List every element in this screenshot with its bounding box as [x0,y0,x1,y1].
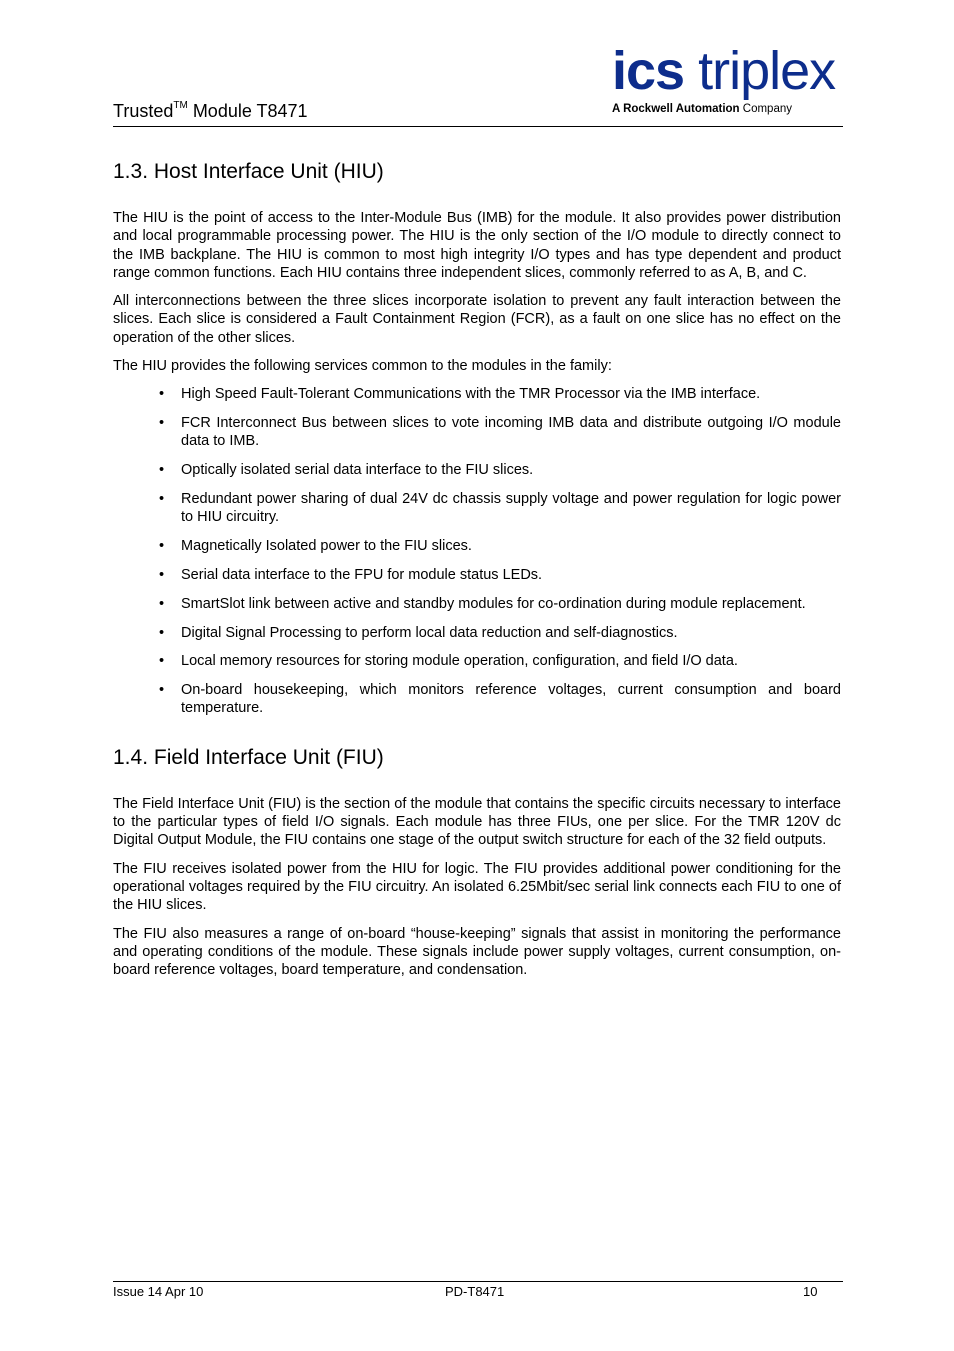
list-item-text: Redundant power sharing of dual 24V dc chassis supply voltage and power regulation for logic power to HIU circuitry. [181,491,841,526]
bullet-icon: • [159,538,165,555]
bullet-icon: • [159,491,165,508]
logo-word-triplex: triplex [684,41,836,101]
list-item [113,461,841,479]
bullet-icon: • [159,415,165,432]
header-divider [113,126,843,127]
list-item [113,595,841,613]
list-item-text: On-board housekeeping, which monitors reference voltages, current consumption and board temperature. [181,682,841,717]
section-heading-fiu: 1.4. Field Interface Unit (FIU) [113,745,384,769]
list-item-text: Local memory resources for storing module operation, configuration, and field I/O data. [181,653,738,670]
page-number: 10 [803,1284,818,1299]
logo-word-ics: ics [612,41,685,101]
fiu-paragraph-3: The FIU also measures a range of on-board “house-keeping” signals that assist in monitoring the performance and operating conditions of the module. These signals include power supply voltages, current consumption, on-board reference voltages, board temperature, and condensation. [113,925,841,979]
list-item [113,652,841,670]
list-item-text: Magnetically Isolated power to the FIU slices. [181,538,472,555]
logo-tagline [612,103,844,115]
footer-doc-id: PD-T8471 [445,1284,505,1299]
trademark-sup: TM [173,100,188,111]
bullet-icon: • [159,566,165,583]
list-item [113,537,841,555]
bullet-icon: • [159,462,165,479]
list-item-text: Optically isolated serial data interface to the FIU slices. [181,462,534,479]
list-item-text: Digital Signal Processing to perform local data reduction and self-diagnostics. [181,624,678,641]
list-item [113,414,841,451]
bullet-icon: • [159,624,165,641]
fiu-paragraph-1: The Field Interface Unit (FIU) is the section of the module that contains the specific circuits necessary to interface to the particular types of field I/O signals. Each module has three FIUs, one per slice. For the TMR 120V dc Digital Output Module, the FIU contains one stage of the output switch structure for each of the 32 field outputs. [113,795,841,849]
logo-tagline-company: Company [739,103,792,115]
logo-tagline-bold: A Rockwell Automation [612,103,740,115]
logo-wordmark [612,41,844,101]
hiu-services-list [113,385,841,717]
footer-issue: Issue 14 Apr 10 [113,1284,204,1299]
ics-triplex-logo [612,41,844,115]
list-item [113,624,841,642]
document-title [113,101,308,122]
bullet-icon: • [159,595,165,612]
hiu-paragraph-2: All interconnections between the three slices incorporate isolation to prevent any fault interaction between the slices. Each slice is considered a Fault Containment Region (FCR), as a fault on one slice has no effect on the operation of the other slices. [113,293,841,346]
hiu-paragraph-1: The HIU is the point of access to the Inter-Module Bus (IMB) for the module. It also provides power distribution and local programmable processing power. The HIU is the only section of the I/O module to directly connect to the IMB backplane. The HIU is common to most high integrity I/O types and has type dependent and product range common functions. Each HIU contains three independent slices, commonly referred to as A, B, and C. [113,210,841,281]
hiu-paragraph-3: The HIU provides the following services common to the modules in the family: [113,358,612,375]
bullet-icon: • [159,386,165,403]
section-heading-hiu: 1.3. Host Interface Unit (HIU) [113,160,384,183]
title-suffix: Module T8471 [187,101,308,121]
list-item-text: FCR Interconnect Bus between slices to vote incoming IMB data and distribute outgoing I/O module data to IMB. [181,415,841,450]
page-content [113,160,841,989]
list-item [113,681,841,718]
list-item [113,385,841,403]
list-item-text: High Speed Fault-Tolerant Communications with the TMR Processor via the IMB interface. [181,386,761,403]
list-item-text: Serial data interface to the FPU for module status LEDs. [181,566,543,583]
fiu-paragraph-2: The FIU receives isolated power from the HIU for logic. The FIU provides additional power conditioning for the operational voltages required by the FIU circuitry. An isolated 6.25Mbit/sec serial link connects each FIU to one of the HIU slices. [113,860,841,914]
list-item-text: SmartSlot link between active and standby modules for co-ordination during module replacement. [181,595,806,612]
bullet-icon: • [159,653,165,670]
list-item [113,566,841,584]
bullet-icon: • [159,682,165,699]
list-item [113,490,841,527]
footer-divider [113,1281,843,1282]
title-prefix: Trusted [113,101,174,121]
